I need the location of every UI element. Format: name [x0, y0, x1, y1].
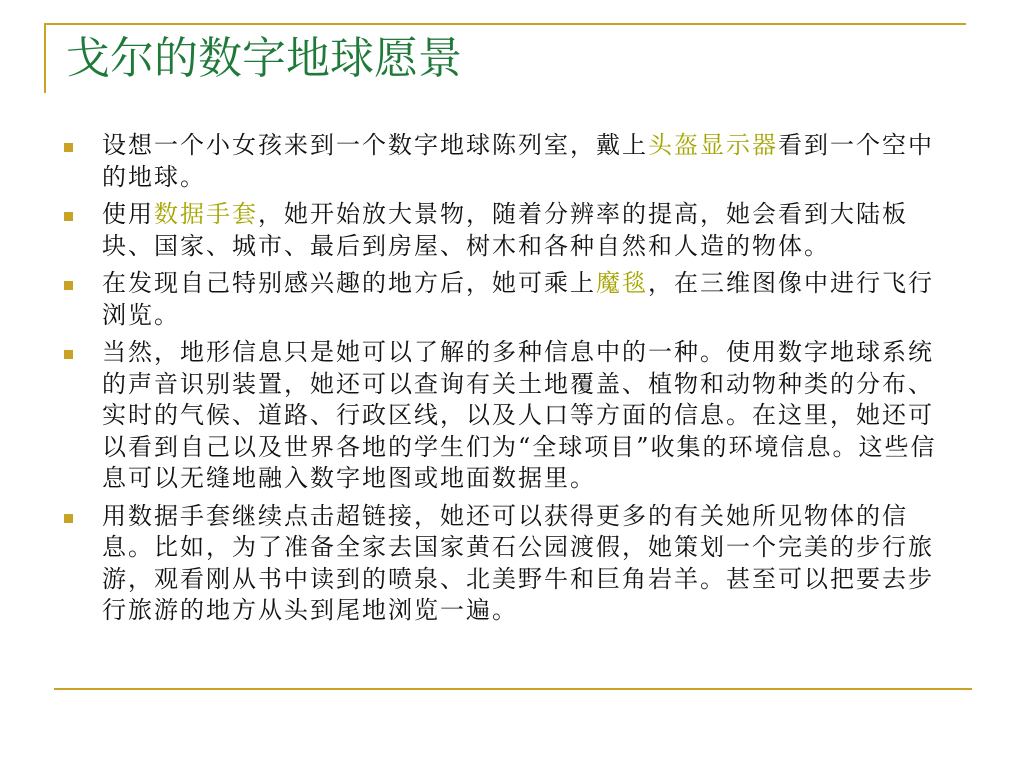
square-bullet-icon [64, 143, 73, 152]
square-bullet-icon [64, 212, 73, 221]
bullet-text [102, 268, 942, 331]
highlight-term: 头盔显示器 [648, 131, 778, 159]
bullet-item [62, 501, 942, 627]
bullet-item [62, 337, 942, 495]
square-bullet-icon [64, 514, 73, 523]
square-bullet-icon [64, 350, 73, 359]
text-segment: ，她开始放大景物，随着分辨率的提高，她会看到大陆板块、国家、城市、最后到房屋、树木和各种自然和人造的物体。 [102, 200, 908, 260]
bullet-text [102, 501, 942, 627]
text-segment: 设想一个小女孩来到一个数字地球陈列室，戴上 [102, 131, 648, 159]
bullet-item [62, 268, 942, 331]
text-segment: 使用 [102, 200, 154, 228]
bullet-item [62, 199, 942, 262]
bullet-list [62, 130, 942, 633]
left-divider [44, 23, 46, 93]
text-segment: 看到一个空中的地球。 [102, 131, 934, 191]
bullet-text [102, 337, 942, 495]
text-segment: 用数据手套继续点击超链接，她还可以获得更多的有关她所见物体的信息。比如，为了准备全家去国家黄石公园渡假，她策划一个完美的步行旅游，观看刚从书中读到的喷泉、北美野牛和巨角岩羊。甚至可以把要去步行旅游的地方从头到尾地浏览一遍。 [102, 501, 934, 624]
top-divider [44, 23, 966, 25]
bottom-divider [54, 688, 972, 690]
highlight-term: 魔毯 [596, 269, 648, 297]
square-bullet-icon [64, 281, 73, 290]
bullet-item [62, 130, 942, 193]
bullet-text [102, 199, 942, 262]
highlight-term: 数据手套 [154, 200, 258, 228]
slide-title: 戈尔的数字地球愿景 [66, 33, 462, 84]
text-segment: ，在三维图像中进行飞行浏览。 [102, 269, 934, 329]
text-segment: 在发现自己特别感兴趣的地方后，她可乘上 [102, 269, 596, 297]
text-segment: 当然，地形信息只是她可以了解的多种信息中的一种。使用数字地球系统的声音识别装置，她还可以查询有关土地覆盖、植物和动物种类的分布、实时的气候、道路、行政区线，以及人口等方面的信息。在这里，她还可以看到自己以及世界各地的学生们为“全球项目”收集的环境信息。这些信息可以无缝地融入数字地图或地面数据里。 [102, 338, 937, 492]
bullet-text [102, 130, 942, 193]
